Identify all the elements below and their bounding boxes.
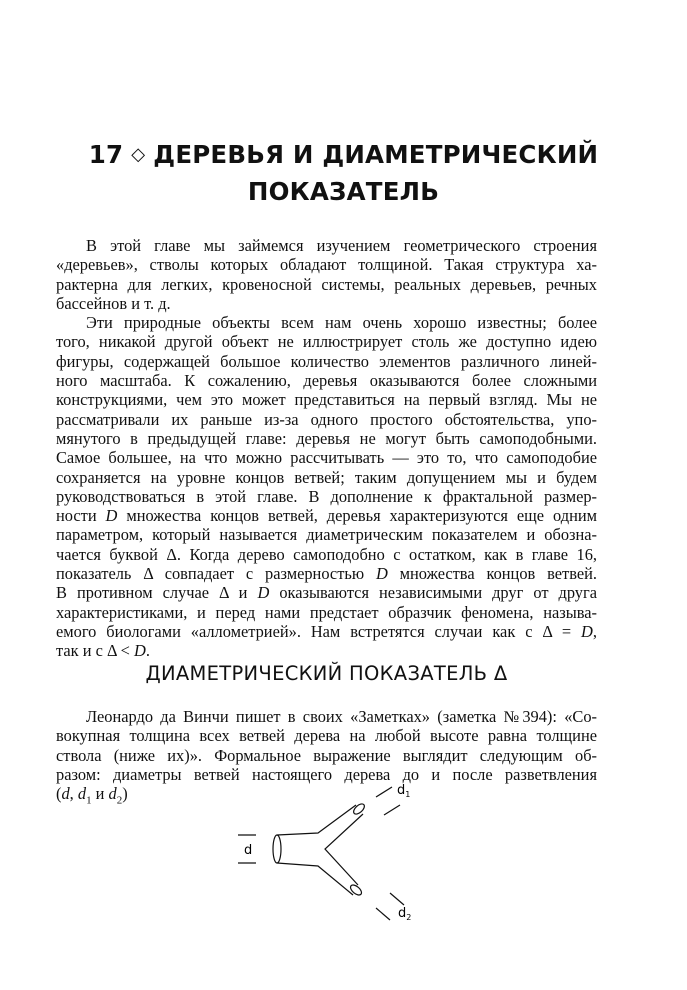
chapter-title-line-1 [60,138,627,175]
text-fragment: ) [122,784,128,804]
text-line: ствола (ниже их)». Формальное выражение выглядит следующим об- [56,745,597,765]
text-line: того, никакой другой объект не иллюстрирует столь же доступно идею [56,332,597,352]
branch-crotch [325,814,363,885]
text-line: рактерна для легких, кровеносной системы, реальных деревьев, речных [56,274,597,294]
text-line: ного масштаба. К сожалению, деревья оказываются более сложными [56,371,597,391]
d2-tick-top [390,893,404,905]
text-fragment: так и с Δ < [56,641,135,661]
math-sub: 1 [86,794,92,807]
label-d: d [244,843,253,858]
branching-svg [230,780,430,925]
text-line: Леонардо да Винчи пишет в своих «Заметках» (заметка №394): «Со- [86,707,597,726]
section-title: ДИАМЕТРИЧЕСКИЙ ПОКАЗАТЕЛЬ Δ [145,662,508,685]
math-d1: d [77,784,87,804]
d1-tick-bottom [384,805,400,815]
chapter-title [60,138,627,209]
text-fragment: , [69,784,78,804]
math-D: D [375,564,388,584]
text-line: чается буквой Δ. Когда дерево самоподобно с остатком, как в главе 16, [56,544,597,564]
text-line: «деревьев», стволы которых обладают толщиной. Такая структура ха- [56,255,597,275]
text-fragment: множества концов ветвей, деревья характеризуются еще одним [117,506,597,526]
text-line [56,622,597,641]
text-fragment: показатель Δ совпадает с размерностью [56,564,376,584]
text-fragment: ности [56,506,106,526]
intro-text [56,236,597,661]
chapter-title-text-1: ДЕРЕВЬЯ И ДИАМЕТРИЧЕСКИЙ [153,140,599,169]
math-D: D [581,621,593,641]
chapter-number: 17 [88,140,124,169]
math-D: D [105,506,118,526]
text-line: разом: диаметры ветвей настоящего дерева до и после разветвления [56,764,597,784]
label-d1: $d_1$ [397,783,411,799]
diamond-separator-icon: ◇ [131,144,146,165]
text-line: рассматривали их раньше из-за одного простого обстоятельства, упо- [56,409,597,429]
text-line: характеристиками, и перед нами предстает образчик феномена, называ- [56,602,597,622]
text-fragment: ( [56,784,62,804]
math-d: d [61,784,70,804]
text-line: параметром, который называется диаметрическим показателем и обозна- [56,525,597,545]
trunk-end [273,835,281,863]
label-d2: $d_2$ [398,906,412,922]
branch-2-end [349,883,363,897]
trunk-upper-edge [277,805,356,835]
text-line: бассейнов и т. д. [56,293,171,313]
text-line: руководствоваться в этой главе. В дополнение к фрактальной размер- [56,486,597,506]
math-d2: d [108,784,117,804]
text-line [56,641,597,660]
d2-tick-bottom [376,908,390,920]
text-fragment: емого биологами «аллометрией». Нам встретятся случаи как с Δ = [56,621,582,641]
text-line [56,564,597,583]
branch-1-end [352,802,366,816]
text-line: фигуры, содержащей большое количество элементов различного линей- [56,351,597,371]
chapter-title-line-2: ПОКАЗАТЕЛЬ [247,177,440,206]
text-fragment: , [592,621,597,641]
text-line: вокупная толщина всех ветвей дерева на любой высоте равна толщине [56,726,597,746]
text-line: Эти природные объекты всем нам очень хорошо известны; более [86,313,597,333]
text-fragment: и [91,784,109,804]
branching-diagram [230,780,430,925]
text-fragment: множества концов ветвей. [387,564,597,584]
text-line [56,583,597,602]
text-line: сохраняется на уровне концов ветвей; таким допущением мы и будем [56,467,597,487]
text-fragment: . [145,641,150,661]
d1-tick-top [376,787,392,797]
text-line [56,506,597,525]
math-D: D [134,641,146,661]
text-line: Самое большее, на что можно рассчитывать — это то, что самоподобие [56,448,597,468]
text-fragment: оказываются независимыми друг от друга [269,583,597,603]
text-line: конструкциями, чем это может представиться на первый взгляд. Мы не [56,390,597,410]
text-line: В этой главе мы займемся изучением геометрического строения [86,236,597,255]
text-line: мянутого в предыдущей главе: деревья не могут быть самоподобными. [56,428,597,448]
math-D: D [257,583,270,603]
text-fragment: В противном случае Δ и [56,583,258,603]
math-sub: 2 [116,794,123,807]
